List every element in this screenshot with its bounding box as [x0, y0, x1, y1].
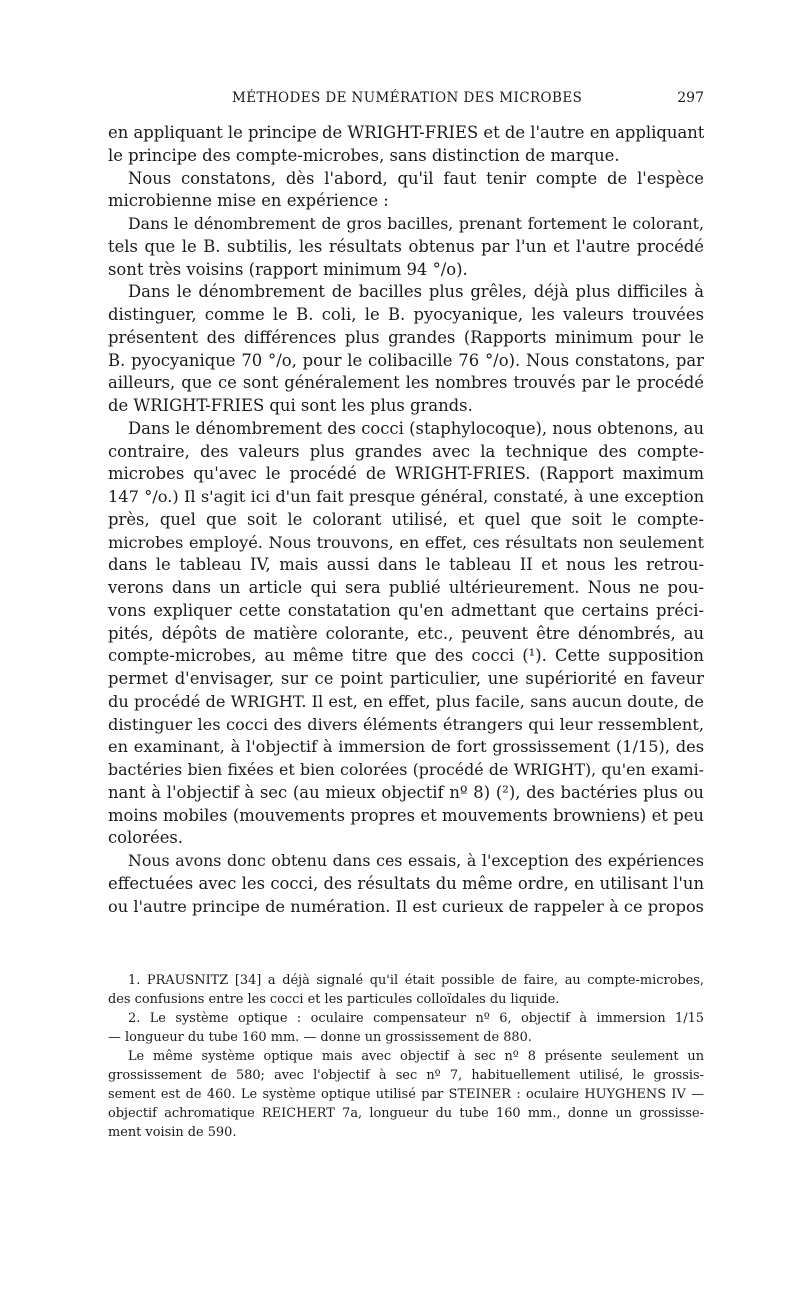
- footnote-line: grossissement de 580; avec l'objectif à sec nº 7, habituellement utilisé, le grossis-: [108, 1068, 704, 1083]
- body-line: effectuées avec les cocci, des résultats du même ordre, en utilisant l'un: [108, 873, 704, 893]
- body-line: Nous avons donc obtenu dans ces essais, à l'exception des expériences: [128, 851, 704, 870]
- body-line: près, quel que soit le colorant utilisé, et quel que soit le compte-: [108, 509, 704, 529]
- body-line: tels que le B. subtilis, les résultats obtenus par l'un et l'autre procédé: [108, 236, 704, 256]
- body-line: sont très voisins (rapport minimum 94 °/o).: [108, 259, 468, 279]
- footnote-line: ment voisin de 590.: [108, 1125, 237, 1140]
- body-line: microbes qu'avec le procédé de WRIGHT-FRIES. (Rapport maximum: [108, 464, 704, 484]
- footnote-line: sement est de 460. Le système optique utilisé par STEINER : oculaire HUYGHENS IV —: [108, 1087, 704, 1102]
- body-line: microbes employé. Nous trouvons, en effet, ces résultats non seulement: [108, 532, 704, 552]
- footnotes: [108, 971, 704, 1142]
- body-line: distinguer, comme le B. coli, le B. pyocyanique, les valeurs trouvées: [108, 305, 704, 324]
- body-line: Nous constatons, dès l'abord, qu'il faut tenir compte de l'espèce: [128, 168, 704, 188]
- footnote-line: 2. Le système optique : oculaire compensateur nº 6, objectif à immersion 1/15: [128, 1011, 704, 1026]
- body-line: de WRIGHT-FRIES qui sont les plus grands.: [108, 396, 473, 415]
- body-line: B. pyocyanique 70 °/o, pour le colibacille 76 °/o). Nous constatons, par: [108, 350, 704, 370]
- body-line: verons dans un article qui sera publié ultérieurement. Nous ne pou-: [108, 578, 704, 597]
- body-line: ailleurs, que ce sont généralement les nombres trouvés par le procédé: [108, 373, 704, 393]
- body-line: du procédé de WRIGHT. Il est, en effet, plus facile, sans aucun doute, de: [108, 691, 704, 711]
- body-line: Dans le dénombrement de gros bacilles, prenant fortement le colorant,: [128, 214, 704, 233]
- running-head-title: MÉTHODES DE NUMÉRATION DES MICROBES: [232, 90, 583, 106]
- body-line: moins mobiles (mouvements propres et mouvements browniens) et peu: [108, 805, 704, 825]
- body-line: Dans le dénombrement de bacilles plus grêles, déjà plus difficiles à: [128, 282, 704, 302]
- page-number: 297: [677, 90, 704, 106]
- footnote-line: objectif achromatique REICHERT 7a, longueur du tube 160 mm., donne un grossisse-: [108, 1106, 704, 1121]
- body-line: microbienne mise en expérience :: [108, 191, 389, 211]
- body-line: ou l'autre principe de numération. Il est curieux de rappeler à ce propos: [108, 896, 704, 916]
- body-line: en appliquant le principe de WRIGHT-FRIES et de l'autre en appliquant: [108, 123, 705, 142]
- footnote-line: — longueur du tube 160 mm. — donne un grossissement de 880.: [108, 1030, 532, 1045]
- running-head: [108, 90, 704, 114]
- body-line: compte-microbes, au même titre que des cocci (¹). Cette supposition: [108, 646, 704, 666]
- footnote-line: Le même système optique mais avec objectif à sec nº 8 présente seulement un: [128, 1049, 704, 1064]
- body-line: Dans le dénombrement des cocci (staphylocoque), nous obtenons, au: [128, 418, 704, 438]
- body-line: bactéries bien fixées et bien colorées (procédé de WRIGHT), qu'en exami-: [108, 760, 704, 779]
- body-line: pités, dépôts de matière colorante, etc., peuvent être dénombrés, au: [108, 623, 704, 643]
- body-line: présentent des différences plus grandes (Rapports minimum pour le: [108, 327, 704, 347]
- footnote-line: des confusions entre les cocci et les particules colloïdales du liquide.: [108, 992, 560, 1007]
- body-line: colorées.: [108, 828, 184, 848]
- body-line: 147 °/o.) Il s'agit ici d'un fait presque général, constaté, à une exception: [108, 487, 704, 506]
- body-line: distinguer les cocci des divers éléments étrangers qui leur ressemblent,: [108, 714, 704, 734]
- body-line: dans le tableau IV, mais aussi dans le tableau II et nous les retrou-: [108, 555, 704, 575]
- body-line: en examinant, à l'objectif à immersion de fort grossissement (1/15), des: [108, 737, 704, 757]
- body-line: contraire, des valeurs plus grandes avec la technique des compte-: [108, 441, 704, 461]
- body-line: le principe des compte-microbes, sans distinction de marque.: [108, 145, 620, 165]
- body-line: permet d'envisager, sur ce point particulier, une supériorité en faveur: [108, 669, 704, 688]
- body-text: [108, 122, 704, 918]
- body-line: nant à l'objectif à sec (au mieux objectif nº 8) (²), des bactéries plus ou: [108, 782, 704, 802]
- body-line: vons expliquer cette constatation qu'en admettant que certains préci-: [108, 600, 704, 620]
- footnote-line: 1. PRAUSNITZ [34] a déjà signalé qu'il était possible de faire, au compte-microbes,: [128, 973, 704, 988]
